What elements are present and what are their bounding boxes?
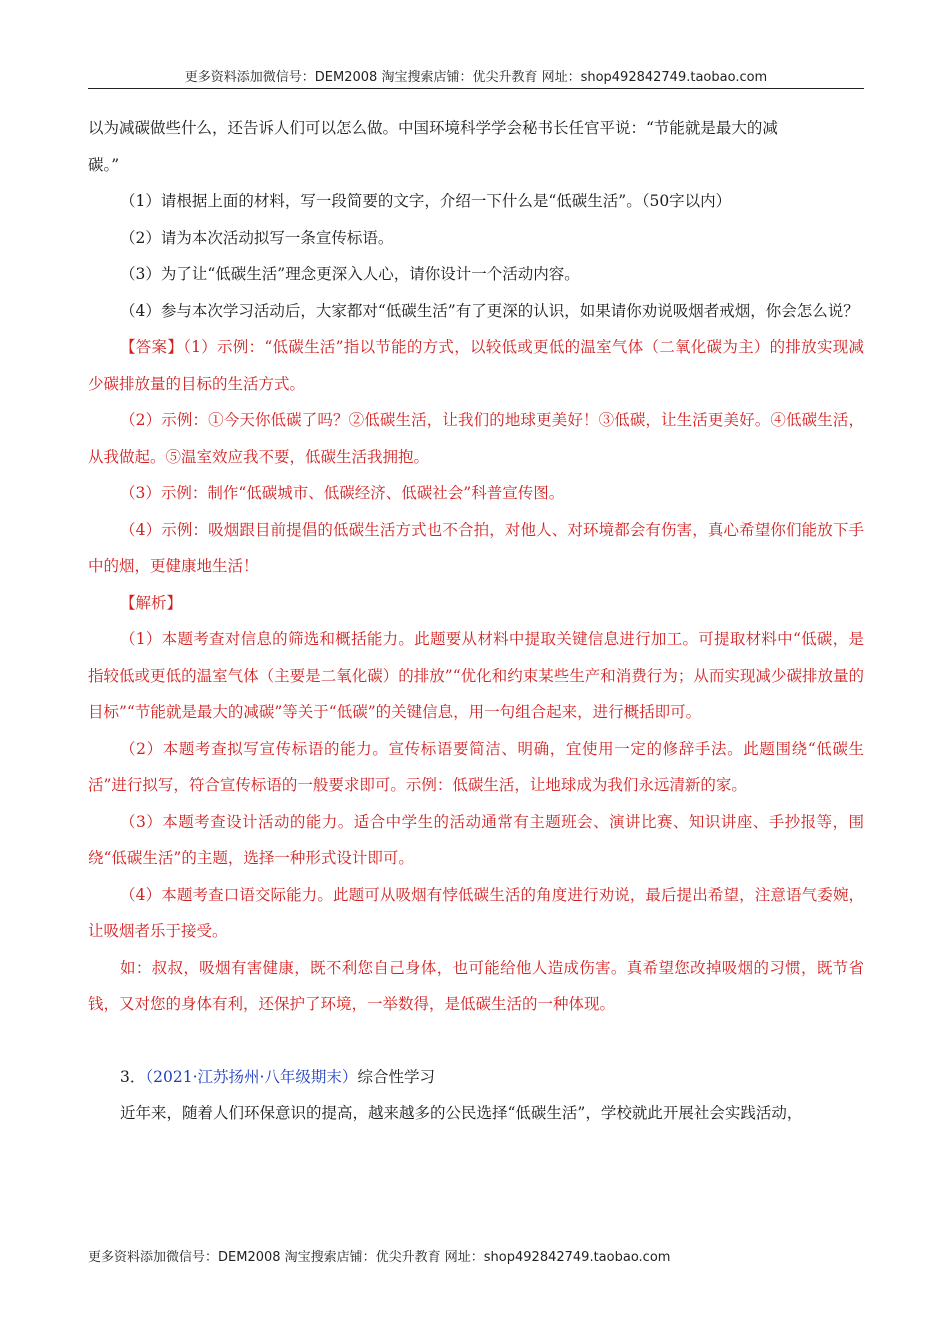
question-3-text: 近年来，随着人们环保意识的提高，越来越多的公民选择“低碳生活”，学校就此开展社会实践活动， bbox=[120, 1104, 803, 1122]
analysis-3: （3）本题考查设计活动的能力。适合中学生的活动通常有主题班会、演讲比赛、知识讲座、手抄报等，围绕“低碳生活”的主题，选择一种形式设计即可。 bbox=[88, 812, 864, 867]
page-footer: 更多资料添加微信号：DEM2008 淘宝搜索店铺：优尖升教育 网址：shop492842749.taobao.com bbox=[88, 1250, 671, 1265]
answer-3: （3）示例：制作“低碳城市、低碳经济、低碳社会”科普宣传图。 bbox=[120, 484, 565, 502]
question-2: （2）请为本次活动拟写一条宣传标语。 bbox=[120, 228, 394, 247]
document-body bbox=[88, 110, 864, 1132]
answer-1 bbox=[88, 329, 864, 402]
intro-line-2: 碳。” bbox=[88, 155, 120, 174]
analysis-1: （1）本题考查对信息的筛选和概括能力。此题要从材料中提取关键信息进行加工。可提取材料中“低碳，是指较低或更低的温室气体（主要是二氧化碳）的排放”“优化和约束某些生产和消费行为；从而实现减少碳排放量的目标”“节能就是最大的减碳”等关于“低碳”的关键信息，用一句组合起来，进行概括即可。 bbox=[88, 630, 864, 721]
page-header: 更多资料添加微信号：DEM2008 淘宝搜索店铺：优尖升教育 网址：shop492842749.taobao.com bbox=[184, 70, 768, 85]
analysis-4: （4）本题考查口语交际能力。此题可从吸烟有悖低碳生活的角度进行劝说，最后提出希望，注意语气委婉，让吸烟者乐于接受。 bbox=[88, 885, 864, 940]
question-number: 3． bbox=[120, 1067, 146, 1086]
answer-4: （4）示例：吸烟跟目前提倡的低碳生活方式也不合拍，对他人、对环境都会有伤害，真心希望你们能放下手中的烟，更健康地生活！ bbox=[88, 520, 864, 575]
question-source: （2021·江苏扬州·八年级期末） bbox=[145, 1067, 358, 1086]
question-1: （1）请根据上面的材料，写一段简要的文字，介绍一下什么是“低碳生活”。（50字以内） bbox=[120, 192, 732, 210]
question-4: （4）参与本次学习活动后，大家都对“低碳生活”有了更深的认识，如果请你劝说吸烟者戒烟，你会怎么说？ bbox=[120, 301, 859, 320]
answer-label: 【答案】 bbox=[120, 338, 184, 356]
question-3: （3）为了让“低碳生活”理念更深入人心，请你设计一个活动内容。 bbox=[120, 265, 580, 283]
answer-1-text: （1）示例：“低碳生活”指以节能的方式，以较低或更低的温室气体（二氧化碳为主）的排放实现减少碳排放量的目标的生活方式。 bbox=[88, 338, 864, 393]
intro-line-1: 以为减碳做些什么，还告诉人们可以怎么做。中国环境科学学会秘书长任官平说：“节能就是最大的减 bbox=[88, 119, 778, 137]
analysis-example: 如：叔叔，吸烟有害健康，既不利您自己身体，也可能给他人造成伤害。真希望您改掉吸烟的习惯，既节省钱，又对您的身体有利，还保护了环境，一举数得，是低碳生活的一种体现。 bbox=[88, 958, 864, 1013]
question-type: 综合性学习 bbox=[357, 1067, 435, 1086]
question-3-heading bbox=[88, 1059, 864, 1096]
header-divider bbox=[88, 88, 864, 89]
answer-2: （2）示例：①今天你低碳了吗？②低碳生活，让我们的地球更美好！③低碳，让生活更美好。④低碳生活，从我做起。⑤温室效应我不要，低碳生活我拥抱。 bbox=[88, 411, 864, 466]
section-gap bbox=[88, 1023, 864, 1059]
analysis-2: （2）本题考查拟写宣传标语的能力。宣传标语要简洁、明确，宜使用一定的修辞手法。此题围绕“低碳生活”进行拟写，符合宣传标语的一般要求即可。示例：低碳生活，让地球成为我们永远清新的家。 bbox=[88, 739, 864, 794]
analysis-label: 【解析】 bbox=[120, 593, 183, 612]
